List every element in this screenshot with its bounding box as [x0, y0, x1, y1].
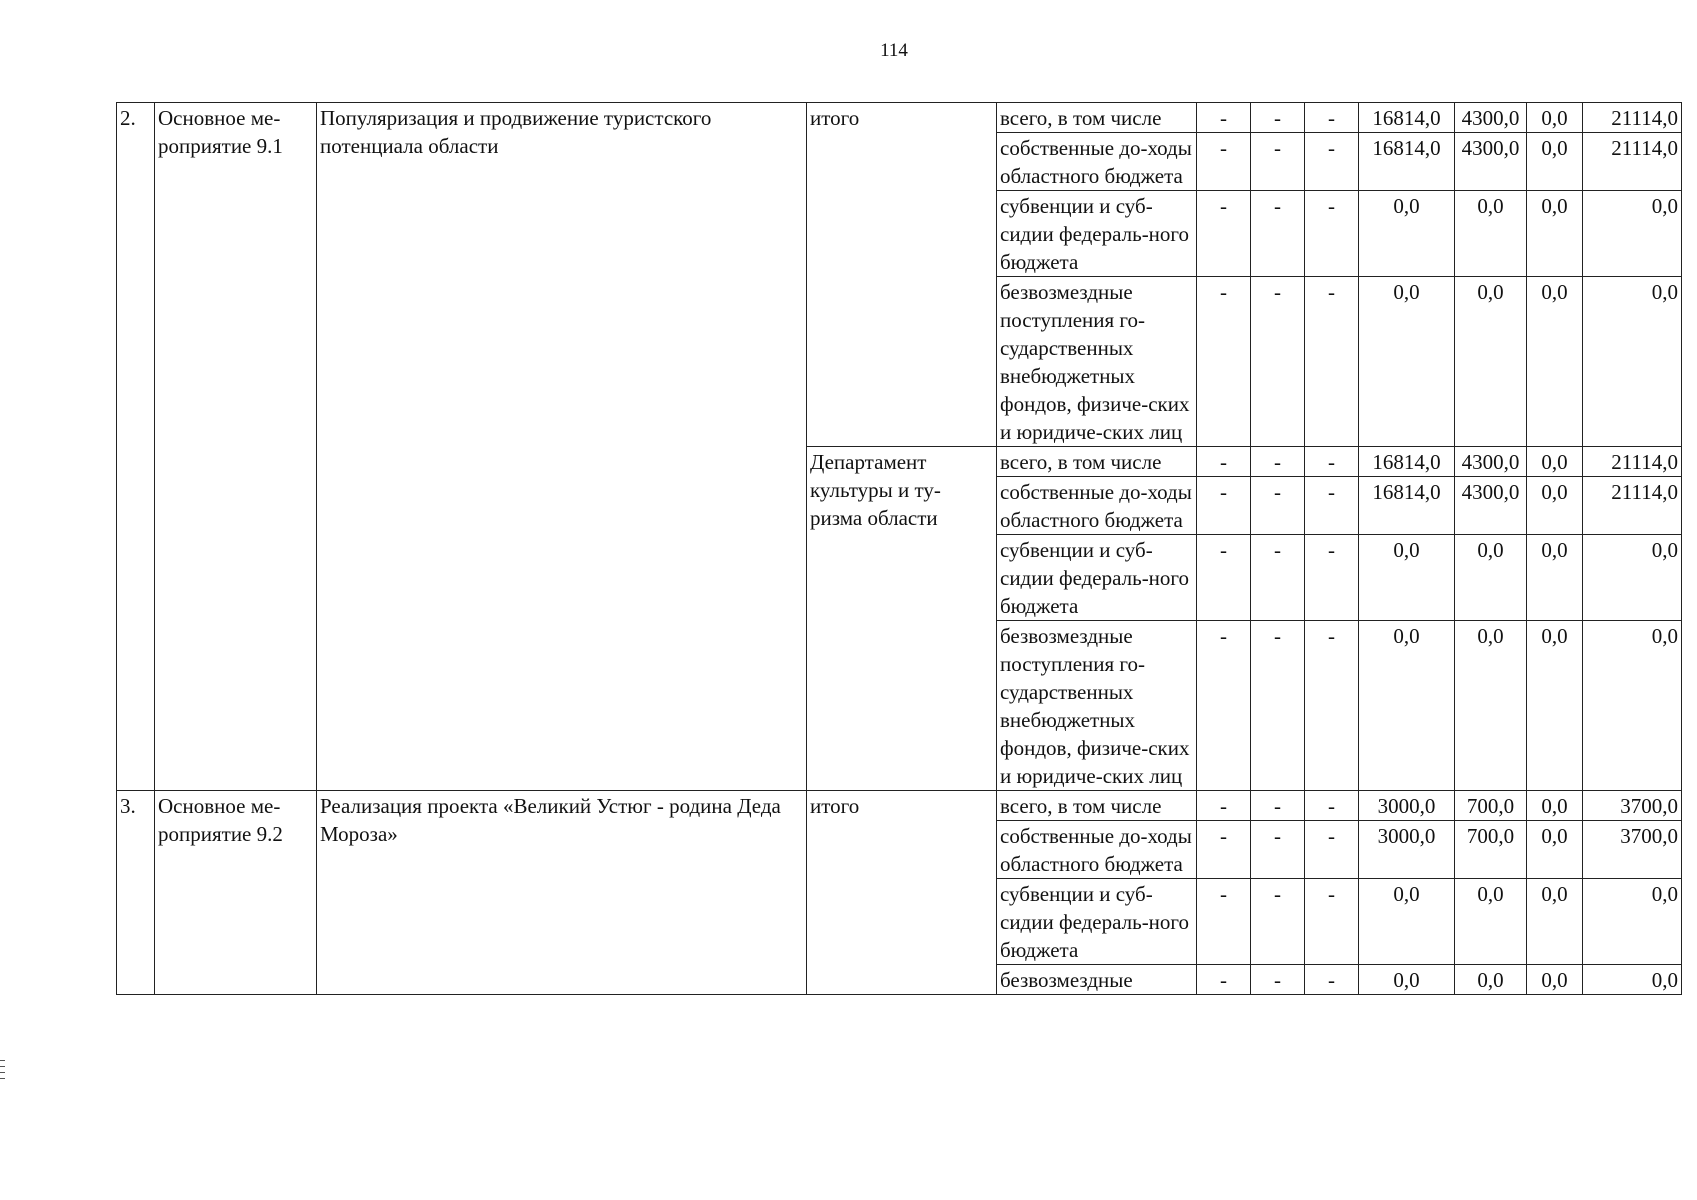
value-cell: 0,0 [1359, 879, 1455, 965]
value-cell: - [1305, 791, 1359, 821]
funding-source-cell: безвозмездные [997, 965, 1197, 995]
value-cell: - [1251, 477, 1305, 535]
value-cell: 3000,0 [1359, 821, 1455, 879]
funding-source-cell: всего, в том числе [997, 791, 1197, 821]
value-cell: - [1305, 447, 1359, 477]
value-cell: 0,0 [1527, 477, 1583, 535]
value-cell: 16814,0 [1359, 447, 1455, 477]
value-cell: 3700,0 [1583, 791, 1682, 821]
value-cell: 0,0 [1527, 191, 1583, 277]
funding-source-cell: собственные до-ходы областного бюджета [997, 477, 1197, 535]
value-cell: 0,0 [1359, 621, 1455, 791]
value-cell: - [1305, 879, 1359, 965]
value-cell: 0,0 [1583, 191, 1682, 277]
value-cell: - [1197, 965, 1251, 995]
value-cell: - [1197, 791, 1251, 821]
value-cell: 16814,0 [1359, 477, 1455, 535]
value-cell: - [1305, 621, 1359, 791]
table-body [117, 103, 1682, 995]
value-cell: - [1251, 621, 1305, 791]
value-cell: - [1305, 535, 1359, 621]
value-cell: - [1197, 621, 1251, 791]
value-cell: 4300,0 [1455, 477, 1527, 535]
funding-source-cell: всего, в том числе [997, 103, 1197, 133]
activity-name-cell: Реализация проекта «Великий Устюг - родина Деда Мороза» [317, 791, 807, 995]
value-cell: - [1251, 103, 1305, 133]
value-cell: - [1197, 103, 1251, 133]
value-cell: - [1251, 277, 1305, 447]
row-index: 2. [117, 103, 155, 791]
value-cell: 0,0 [1359, 191, 1455, 277]
value-cell: - [1305, 191, 1359, 277]
value-cell: 0,0 [1527, 965, 1583, 995]
value-cell: 0,0 [1527, 447, 1583, 477]
funding-source-cell: собственные до-ходы областного бюджета [997, 821, 1197, 879]
value-cell: - [1251, 791, 1305, 821]
value-cell: - [1305, 965, 1359, 995]
value-cell: 0,0 [1455, 621, 1527, 791]
value-cell: 21114,0 [1583, 477, 1682, 535]
value-cell: - [1251, 447, 1305, 477]
value-cell: 4300,0 [1455, 447, 1527, 477]
value-cell: - [1305, 103, 1359, 133]
value-cell: 0,0 [1527, 879, 1583, 965]
funding-source-cell: субвенции и суб-сидии федераль-ного бюджета [997, 535, 1197, 621]
value-cell: - [1305, 277, 1359, 447]
row-index: 3. [117, 791, 155, 995]
value-cell: - [1251, 821, 1305, 879]
funding-source-cell: субвенции и суб-сидии федераль-ного бюджета [997, 191, 1197, 277]
value-cell: - [1251, 965, 1305, 995]
value-cell: 0,0 [1359, 535, 1455, 621]
value-cell: - [1197, 477, 1251, 535]
value-cell: - [1251, 191, 1305, 277]
value-cell: - [1197, 879, 1251, 965]
value-cell: - [1305, 821, 1359, 879]
funding-source-cell: всего, в том числе [997, 447, 1197, 477]
value-cell: 21114,0 [1583, 447, 1682, 477]
value-cell: 16814,0 [1359, 103, 1455, 133]
budget-table [116, 102, 1682, 995]
value-cell: 4300,0 [1455, 133, 1527, 191]
value-cell: 0,0 [1455, 277, 1527, 447]
executor-cell: Департамент культуры и ту-ризма области [807, 447, 997, 791]
value-cell: - [1197, 191, 1251, 277]
value-cell: 0,0 [1583, 621, 1682, 791]
value-cell: - [1197, 447, 1251, 477]
executor-cell: итого [807, 791, 997, 995]
value-cell: 0,0 [1527, 535, 1583, 621]
activity-name-cell: Популяризация и продвижение туристского потенциала области [317, 103, 807, 791]
value-cell: 700,0 [1455, 791, 1527, 821]
value-cell: - [1305, 133, 1359, 191]
page-number: 114 [880, 40, 908, 61]
value-cell: 0,0 [1583, 277, 1682, 447]
funding-source-cell: безвозмездные поступления го-сударственных внебюджетных фондов, физиче-ских и юридиче-ских лиц [997, 621, 1197, 791]
activity-cell: Основное ме-роприятие 9.2 [155, 791, 317, 995]
value-cell: 0,0 [1455, 535, 1527, 621]
table-row [117, 103, 1682, 133]
value-cell: 0,0 [1455, 191, 1527, 277]
value-cell: - [1197, 821, 1251, 879]
value-cell: - [1197, 277, 1251, 447]
value-cell: 0,0 [1359, 277, 1455, 447]
value-cell: 0,0 [1527, 821, 1583, 879]
value-cell: - [1197, 535, 1251, 621]
value-cell: 0,0 [1527, 277, 1583, 447]
funding-source-cell: собственные до-ходы областного бюджета [997, 133, 1197, 191]
value-cell: 700,0 [1455, 821, 1527, 879]
table-row [117, 791, 1682, 821]
value-cell: - [1251, 879, 1305, 965]
value-cell: - [1251, 133, 1305, 191]
value-cell: 0,0 [1455, 965, 1527, 995]
value-cell: 0,0 [1583, 879, 1682, 965]
value-cell: 3000,0 [1359, 791, 1455, 821]
executor-cell: итого [807, 103, 997, 447]
value-cell: 0,0 [1359, 965, 1455, 995]
value-cell: 0,0 [1583, 535, 1682, 621]
value-cell: 21114,0 [1583, 133, 1682, 191]
value-cell: 21114,0 [1583, 103, 1682, 133]
value-cell: 16814,0 [1359, 133, 1455, 191]
scan-edge-marks [0, 1060, 6, 1190]
value-cell: 0,0 [1527, 791, 1583, 821]
value-cell: - [1197, 133, 1251, 191]
funding-source-cell: безвозмездные поступления го-сударственных внебюджетных фондов, физиче-ских и юридиче-ских лиц [997, 277, 1197, 447]
value-cell: 3700,0 [1583, 821, 1682, 879]
value-cell: - [1251, 535, 1305, 621]
value-cell: 0,0 [1527, 103, 1583, 133]
value-cell: - [1305, 477, 1359, 535]
value-cell: 0,0 [1583, 965, 1682, 995]
value-cell: 0,0 [1455, 879, 1527, 965]
value-cell: 0,0 [1527, 133, 1583, 191]
value-cell: 4300,0 [1455, 103, 1527, 133]
value-cell: 0,0 [1527, 621, 1583, 791]
funding-source-cell: субвенции и суб-сидии федераль-ного бюджета [997, 879, 1197, 965]
activity-cell: Основное ме-роприятие 9.1 [155, 103, 317, 791]
